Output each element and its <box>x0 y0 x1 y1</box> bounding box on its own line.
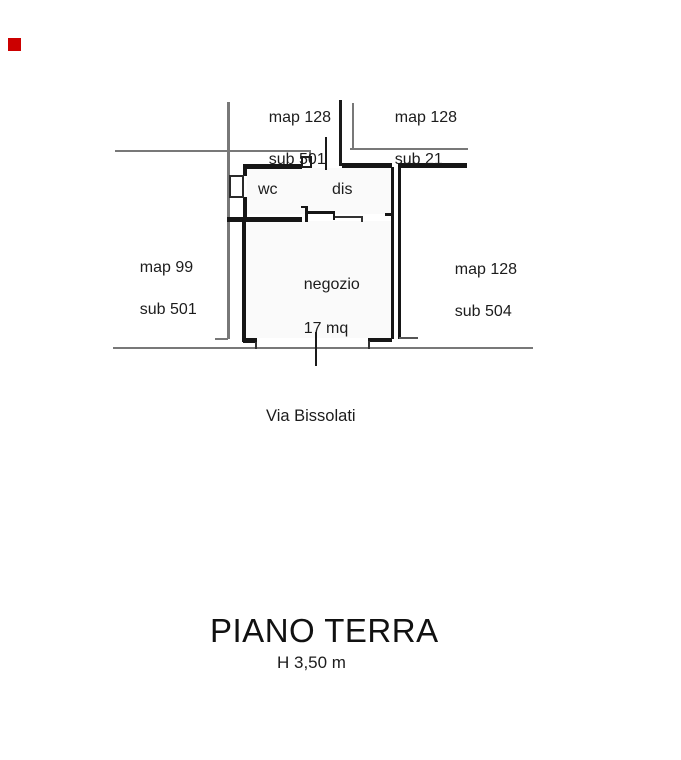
wc-door-leaf <box>229 175 244 198</box>
height-note: H 3,50 m <box>277 653 346 672</box>
bottom-right-jamb-step <box>368 341 370 349</box>
sliding-door-pocket-tick <box>361 216 363 222</box>
room-name: negozio <box>303 276 360 293</box>
parcel-sub-line: sub 504 <box>454 303 512 320</box>
parcel-map-line: map 128 <box>454 261 518 278</box>
sliding-door-pocket <box>335 216 362 218</box>
page-title: PIANO TERRA <box>210 612 439 649</box>
parcel-sub-line: sub 501 <box>139 301 197 318</box>
boundary-parcel-divider-right <box>352 103 354 149</box>
room-area: 17 mq <box>303 320 349 337</box>
parcel-map-line: map 99 <box>139 259 194 276</box>
bottom-left-jamb-step <box>255 342 257 349</box>
red-watermark-square <box>8 38 21 51</box>
wall-wc-negozio-divider <box>227 217 302 222</box>
right-wall-foot-tick <box>399 337 418 339</box>
jamb-vertical-dis <box>305 206 308 222</box>
parcel-label-map128-sub501 <box>251 86 331 191</box>
parcel-divider-line <box>339 100 342 166</box>
parcel-sub-line: sub 501 <box>268 151 326 168</box>
parcel-label-map128-sub504 <box>437 238 517 343</box>
wall-negozio-left <box>242 217 246 342</box>
boundary-left-foot-tick <box>215 338 228 340</box>
street-label: Via Bissolati <box>266 407 356 425</box>
room-label-wc: wc <box>258 181 278 198</box>
parcel-map-line: map 128 <box>394 109 458 126</box>
parcel-map-line: map 128 <box>268 109 332 126</box>
parcel-label-map128-sub21 <box>377 86 457 191</box>
wall-bottom-right-jamb <box>368 338 392 342</box>
wall-negozio-right-inner <box>391 167 394 339</box>
room-label-dis: dis <box>332 181 353 198</box>
parcel-sub-line: sub 21 <box>394 151 443 168</box>
room-label-negozio <box>286 252 360 362</box>
sliding-door-leaf <box>307 211 335 214</box>
wall-negozio-right-outer <box>398 165 401 339</box>
parcel-label-map99-sub501 <box>122 236 197 341</box>
